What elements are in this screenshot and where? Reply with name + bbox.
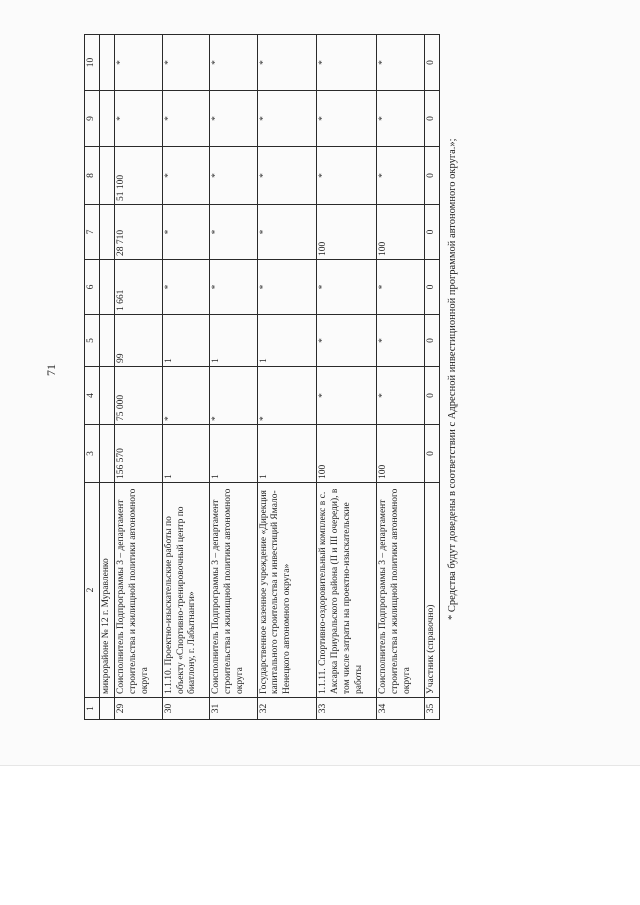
row-number: 29: [115, 698, 162, 720]
row-name: 1.1.10. Проектно-изыскательские работы по объекту «Спортивно-тренировочный центр по биатлону, г. Лабытнанги»: [162, 483, 209, 698]
cell: *: [162, 35, 209, 91]
table-row: [257, 35, 317, 720]
row-number: 35: [424, 698, 439, 720]
table-row: [99, 35, 114, 720]
cell: 1: [210, 315, 257, 367]
cell: *: [162, 205, 209, 260]
table-row: [424, 35, 439, 720]
cell: [99, 367, 114, 425]
column-header: 5: [85, 315, 100, 367]
cell: *: [162, 91, 209, 147]
cell: 100: [317, 425, 377, 483]
cell: 0: [424, 315, 439, 367]
cell: *: [115, 35, 162, 91]
cell: *: [317, 367, 377, 425]
column-header: 1: [85, 698, 100, 720]
header-row: [85, 35, 100, 720]
column-header: 6: [85, 260, 100, 315]
cell: 0: [424, 35, 439, 91]
cell: 1: [257, 425, 317, 483]
footnote: * Средства будут доведены в соответствии с Адресной инвестиционной программой автономного округа.»;: [447, 138, 458, 620]
row-number: 30: [162, 698, 209, 720]
cell: *: [317, 260, 377, 315]
cell: *: [115, 91, 162, 147]
cell: *: [377, 315, 424, 367]
cell: 156 570: [115, 425, 162, 483]
cell: 1: [257, 315, 317, 367]
cell: *: [210, 205, 257, 260]
cell: 0: [424, 91, 439, 147]
table-row: [210, 35, 257, 720]
cell: *: [210, 367, 257, 425]
cell: *: [257, 35, 317, 91]
row-name: Соисполнитель Подпрограммы 3 – департамент строительства и жилищной политики автономного округа: [210, 483, 257, 698]
cell: [99, 205, 114, 260]
table-row: [377, 35, 424, 720]
cell: *: [162, 147, 209, 205]
cell: *: [317, 315, 377, 367]
cell: *: [377, 147, 424, 205]
table-row: [317, 35, 377, 720]
table-row: [162, 35, 209, 720]
cell: *: [317, 35, 377, 91]
cell: 1: [162, 425, 209, 483]
cell: *: [162, 260, 209, 315]
cell: *: [377, 367, 424, 425]
page-number: 71: [44, 364, 58, 376]
cell: *: [257, 260, 317, 315]
column-header: 10: [85, 35, 100, 91]
cell: 1: [162, 315, 209, 367]
cell: *: [317, 147, 377, 205]
row-name: Участник (справочно): [424, 483, 439, 698]
row-name: 1.1.11. Спортивно-оздоровительный комплекс в с. Аксарка Приуральского района (II и III очереди), в том числе затраты на проектно-изыскательские работы: [317, 483, 377, 698]
cell: *: [257, 147, 317, 205]
row-name: Соисполнитель Подпрограммы 3 – департамент строительства и жилищной политики автономного округа: [377, 483, 424, 698]
cell: [99, 147, 114, 205]
cell: 75 000: [115, 367, 162, 425]
row-name: Государственное казенное учреждение «Дирекция капитального строительства и инвестиций Ямало-Ненецкого автономного округа»: [257, 483, 317, 698]
cell: 100: [377, 425, 424, 483]
column-header: 8: [85, 147, 100, 205]
cell: *: [210, 260, 257, 315]
cell: 28 710: [115, 205, 162, 260]
cell: [99, 35, 114, 91]
cell: 0: [424, 367, 439, 425]
cell: *: [210, 147, 257, 205]
cell: [99, 91, 114, 147]
cell: 1 661: [115, 260, 162, 315]
row-number: 34: [377, 698, 424, 720]
cell: [99, 260, 114, 315]
cell: *: [162, 367, 209, 425]
budget-table: [84, 34, 440, 720]
column-header: 7: [85, 205, 100, 260]
cell: 0: [424, 260, 439, 315]
row-name: микрорайоне № 12 г. Муравленко: [99, 483, 114, 698]
cell: 0: [424, 147, 439, 205]
cell: *: [377, 91, 424, 147]
cell: 99: [115, 315, 162, 367]
cell: [99, 315, 114, 367]
cell: *: [317, 91, 377, 147]
cell: 51 100: [115, 147, 162, 205]
cell: 0: [424, 425, 439, 483]
table-row: [115, 35, 162, 720]
cell: *: [210, 35, 257, 91]
row-number: 33: [317, 698, 377, 720]
rotated-table-container: [84, 35, 440, 720]
column-header: 9: [85, 91, 100, 147]
cell: *: [257, 367, 317, 425]
row-number: 31: [210, 698, 257, 720]
column-header: 3: [85, 425, 100, 483]
cell: 100: [377, 205, 424, 260]
column-header: 2: [85, 483, 100, 698]
column-header: 4: [85, 367, 100, 425]
cell: *: [257, 205, 317, 260]
cell: 1: [210, 425, 257, 483]
row-number: 32: [257, 698, 317, 720]
row-number: [99, 698, 114, 720]
cell: [99, 425, 114, 483]
cell: 100: [317, 205, 377, 260]
cell: *: [377, 260, 424, 315]
row-name: Соисполнитель Подпрограммы 3 – департамент строительства и жилищной политики автономного округа: [115, 483, 162, 698]
cell: *: [210, 91, 257, 147]
cell: 0: [424, 205, 439, 260]
cell: *: [377, 35, 424, 91]
cell: *: [257, 91, 317, 147]
